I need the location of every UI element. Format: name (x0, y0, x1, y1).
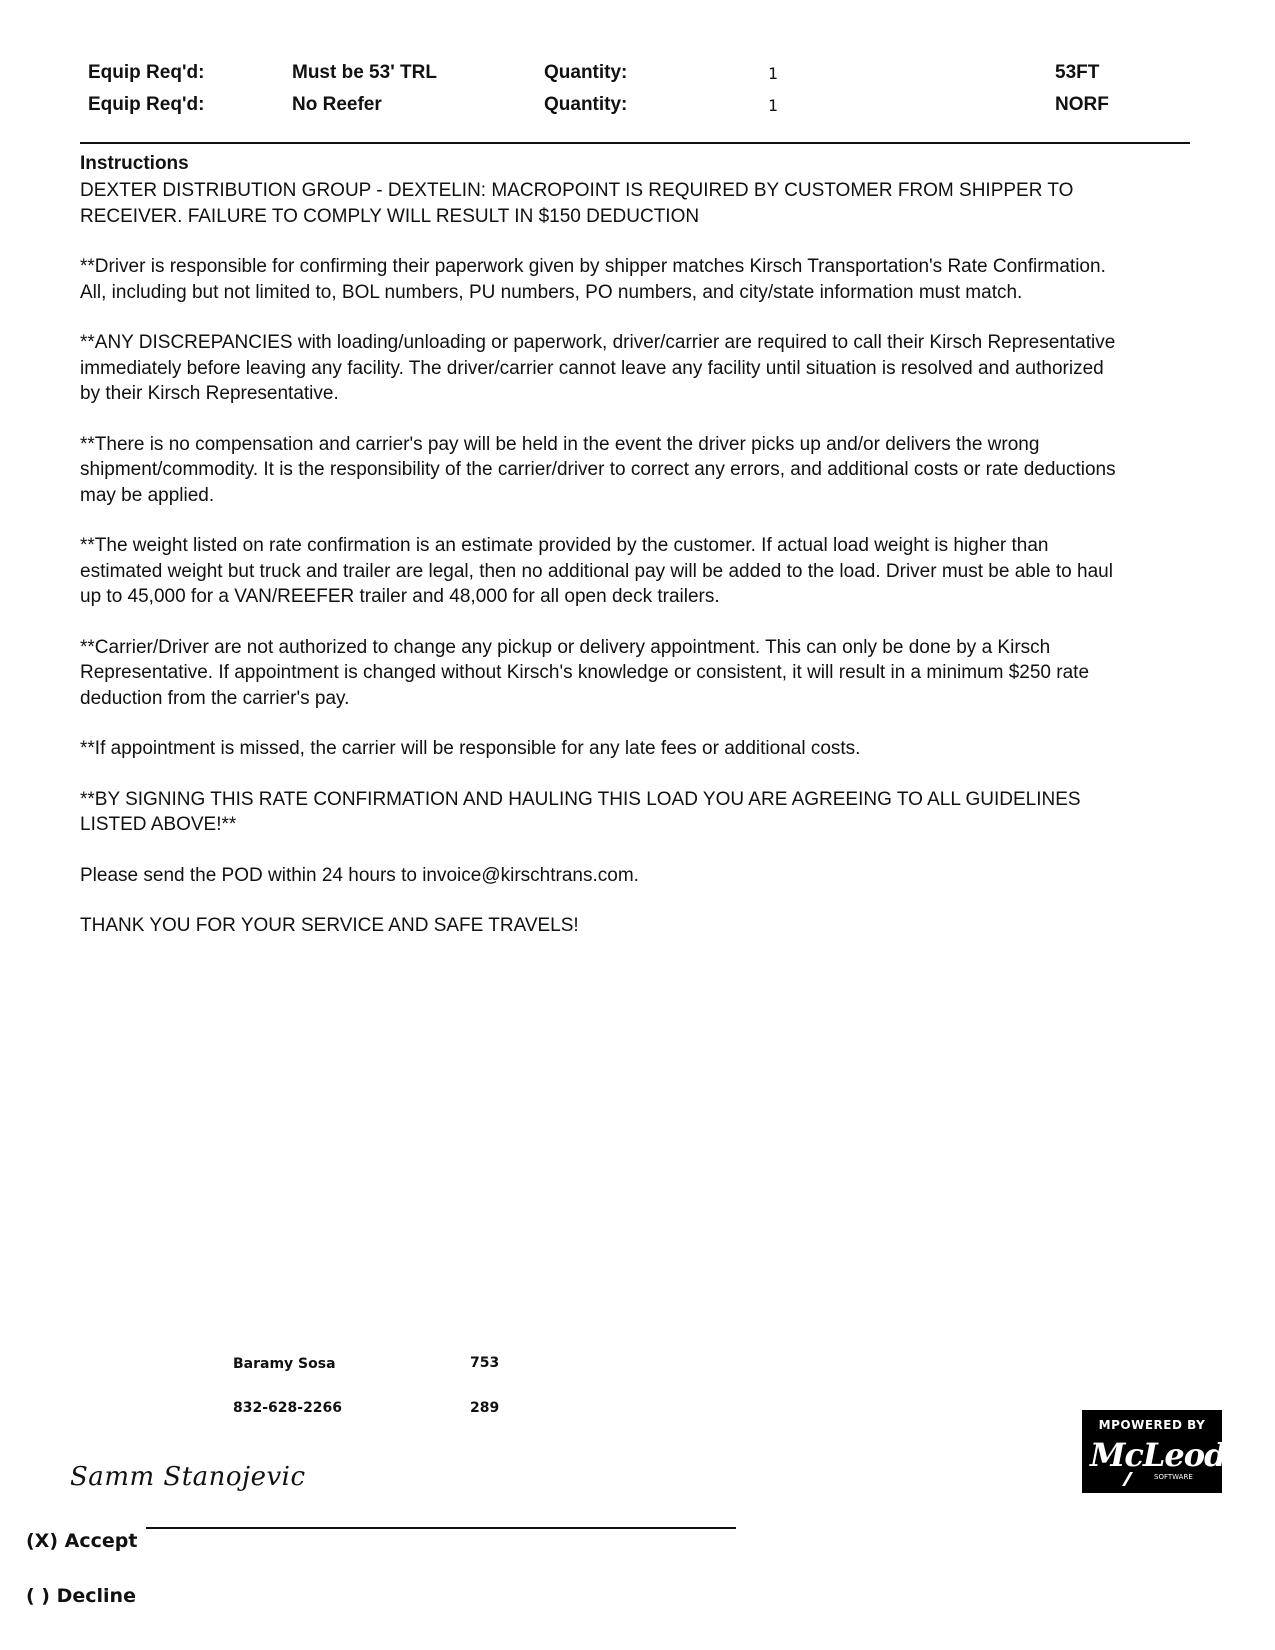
equip-label: Equip Req'd: (88, 62, 205, 83)
equip-code: NORF (1055, 94, 1109, 115)
section-divider (80, 142, 1190, 144)
equip-value: No Reefer (292, 94, 382, 115)
instruction-paragraph: Please send the POD within 24 hours to invoice@kirschtrans.com. (80, 864, 639, 886)
quantity-value: 1 (768, 96, 778, 115)
contact-phone: 832-628-2266 (233, 1400, 343, 1416)
instruction-paragraph: **Driver is responsible for confirming their paperwork given by shipper matches Kirsch Transportation's Rate Confirmation. All, including but not limited to, BOL numbers, PU numbers, PO numbers, and city/state information must match. (80, 256, 1106, 303)
handwritten-signature: Samm Stanojevic (70, 1462, 306, 1492)
instruction-paragraph: **Carrier/Driver are not authorized to change any pickup or delivery appointment. This can only be done by a Kirsch Representative. If appointment is changed without Kirsch's knowledge or consistent, it will result in a minimum $250 rate deduction from the carrier's pay. (80, 636, 1090, 709)
instruction-paragraph: DEXTER DISTRIBUTION GROUP - DEXTELIN: MACROPOINT IS REQUIRED BY CUSTOMER FROM SHIPPER TO RECEIVER. FAILURE TO COMPLY WILL RESULT IN $150 DEDUCTION (80, 180, 1074, 227)
logo-brand-text: McLeod (1090, 1436, 1226, 1474)
signature-line (146, 1527, 736, 1529)
swoosh-icon (1122, 1472, 1134, 1486)
mcleod-logo (1082, 1410, 1226, 1493)
instructions-section (80, 152, 1120, 964)
logo-sub-text: SOFTWARE (1154, 1473, 1193, 1481)
instruction-paragraph: **BY SIGNING THIS RATE CONFIRMATION AND HAULING THIS LOAD YOU ARE AGREEING TO ALL GUIDELINES LISTED ABOVE!** (80, 788, 1081, 835)
instruction-paragraph: **The weight listed on rate confirmation is an estimate provided by the customer. If actual load weight is higher than estimated weight but truck and trailer are legal, then no additional pay will be added to the load. Driver must be able to haul up to 45,000 for a VAN/REEFER trailer and 48,000 for all open deck trailers. (80, 535, 1113, 607)
instruction-paragraph: THANK YOU FOR YOUR SERVICE AND SAFE TRAVELS! (80, 915, 579, 936)
equipment-row-1 (0, 62, 1275, 92)
instructions-heading: Instructions (80, 153, 189, 174)
instruction-paragraph: **There is no compensation and carrier's pay will be held in the event the driver picks up and/or delivers the wrong shipment/commodity. It is the responsibility of the carrier/driver to correct any errors, and additional costs or rate deductions may be applied. (80, 433, 1116, 506)
instruction-paragraph: **If appointment is missed, the carrier will be responsible for any late fees or additional costs. (80, 738, 861, 759)
quantity-label: Quantity: (544, 94, 628, 115)
instruction-paragraph: **ANY DISCREPANCIES with loading/unloading or paperwork, driver/carrier are required to call their Kirsch Representative immediately before leaving any facility. The driver/carrier cannot leave any facility until situation is resolved and authorized by their Kirsch Representative. (80, 332, 1116, 404)
equip-label: Equip Req'd: (88, 94, 205, 115)
decline-option[interactable]: ( ) Decline (26, 1585, 136, 1607)
equip-value: Must be 53' TRL (292, 62, 437, 83)
logo-top-text: MPOWERED BY (1098, 1418, 1206, 1432)
contact-name: Baramy Sosa (233, 1356, 336, 1372)
equip-code: 53FT (1055, 62, 1100, 83)
quantity-value: 1 (768, 64, 778, 83)
equipment-row-2 (0, 94, 1275, 124)
quantity-label: Quantity: (544, 62, 628, 83)
accept-option[interactable]: (X) Accept (26, 1530, 138, 1552)
contact-code-1: 753 (470, 1355, 500, 1371)
contact-code-2: 289 (470, 1400, 500, 1416)
